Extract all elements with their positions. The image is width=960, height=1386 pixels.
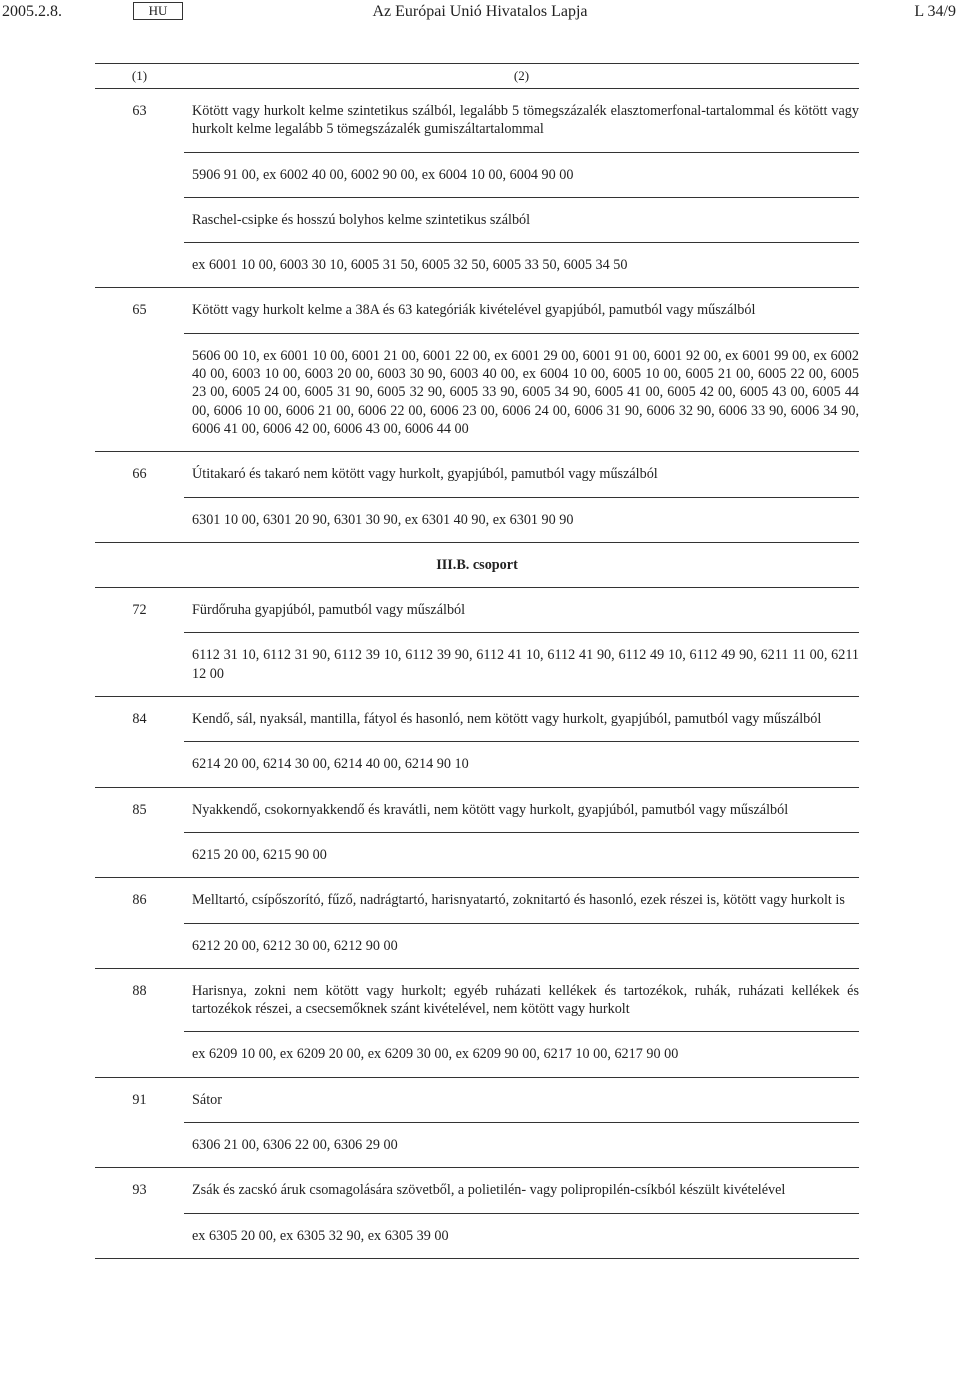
table-row (95, 969, 859, 1078)
category-body (184, 1078, 859, 1168)
product-description: Zsák és zacskó áruk csomagolására szövetből, a polietilén- vagy polipropilén-csíkból készült kivételével (192, 1182, 786, 1199)
category-body (184, 697, 859, 787)
column-header-row (95, 63, 859, 89)
cn-codes: ex 6209 10 00, ex 6209 20 00, ex 6209 30 00, ex 6209 90 00, 6217 10 00, 6217 90 00 (184, 1031, 859, 1076)
category-body (184, 588, 859, 696)
category-number: 91 (132, 1091, 147, 1108)
language-badge: HU (133, 2, 183, 20)
product-description: Harisnya, zokni nem kötött vagy hurkolt; egyéb ruházati kellékek és tartozékok, ruhák, ruházati kellékek és tartozékok részei, a csecsemőknek szánt kivételével, nem kötött vagy hurkolt (192, 982, 859, 1018)
category-body (184, 452, 859, 542)
cn-codes: ex 6001 10 00, 6003 30 10, 6005 31 50, 6005 32 50, 6005 33 50, 6005 34 50 (184, 242, 859, 287)
cn-codes: 6212 20 00, 6212 30 00, 6212 90 00 (184, 923, 859, 968)
category-body (184, 288, 859, 451)
table-row (95, 89, 859, 288)
product-description: Kötött vagy hurkolt kelme szintetikus szálból, legalább 5 tömegszázalék elasztomerfonal-tartalommal és kötött vagy hurkolt kelme legalább 5 tömegszázalék gumiszáltartalommal (192, 103, 859, 138)
category-body (184, 878, 859, 968)
column-header-2: (2) (513, 67, 530, 83)
cn-codes: ex 6305 20 00, ex 6305 32 90, ex 6305 39 00 (184, 1213, 859, 1258)
journal-title: Az Európai Unió Hivatalos Lapja (372, 3, 588, 20)
category-body (184, 969, 859, 1077)
cn-codes: 6214 20 00, 6214 30 00, 6214 40 00, 6214 90 10 (184, 741, 859, 786)
cn-codes: 6301 10 00, 6301 20 90, 6301 30 90, ex 6301 40 90, ex 6301 90 90 (184, 497, 859, 542)
cn-codes: 6112 31 10, 6112 31 90, 6112 39 10, 6112 39 90, 6112 41 10, 6112 41 90, 6112 49 10, 6112 49 90, 6211 11 00, 6211 12 00 (184, 632, 859, 696)
category-number: 72 (132, 602, 147, 619)
page-number: L 34/9 (914, 3, 956, 20)
category-table (95, 63, 859, 1259)
category-body (184, 788, 859, 878)
table-row (95, 788, 859, 879)
table-row (95, 878, 859, 969)
cn-codes: 5606 00 10, ex 6001 10 00, 6001 21 00, 6001 22 00, ex 6001 29 00, 6001 91 00, 6001 92 00, ex 6001 99 00, ex 6002 40 00, 6003 10 00, 6003 20 00, 6003 30 90, 6003 40 00, ex 6004 10 00, 6005 10 00, 6005 21 00, 6005 22 00, 6005 23 00, 6005 24 00, 6005 31 90, 6005 32 90, 6005 33 90, 6005 34 90, 6005 41 00, 6005 42 00, 6005 43 00, 6005 44 00, 6006 10 00, 6006 21 00, 6006 22 00, 6006 23 00, 6006 24 00, 6006 31 90, 6006 32 90, 6006 33 90, 6006 34 90, 6006 41 00, 6006 42 00, 6006 43 00, 6006 44 00 (184, 333, 859, 451)
product-description: Útitakaró és takaró nem kötött vagy hurkolt, gyapjúból, pamutból vagy műszálból (192, 466, 658, 483)
table-row (95, 288, 859, 452)
table-row (95, 452, 859, 543)
category-number: 86 (132, 892, 147, 909)
category-number: 66 (132, 466, 147, 483)
table-row (95, 697, 859, 788)
cn-codes: 6215 20 00, 6215 90 00 (184, 832, 859, 877)
rows-section-b (95, 588, 859, 1259)
category-number: 85 (132, 801, 147, 818)
category-body (184, 89, 859, 287)
column-header-1: (1) (131, 67, 148, 83)
product-description: Fürdőruha gyapjúból, pamutból vagy műszálból (192, 602, 466, 619)
rows-section-a (95, 89, 859, 543)
cn-codes: 6306 21 00, 6306 22 00, 6306 29 00 (184, 1122, 859, 1167)
category-number: 65 (132, 302, 147, 319)
product-description: Kötött vagy hurkolt kelme a 38A és 63 kategóriák kivételével gyapjúból, pamutból vagy műszálból (192, 302, 756, 319)
table-row (95, 1078, 859, 1169)
table-row (95, 1168, 859, 1259)
publication-date: 2005.2.8. (2, 3, 62, 20)
product-description: Raschel-csipke és hosszú bolyhos kelme szintetikus szálból (184, 197, 859, 242)
category-body (184, 1168, 859, 1258)
product-description: Nyakkendő, csokornyakkendő és kravátli, nem kötött vagy hurkolt, gyapjúból, pamutból vagy műszálból (192, 801, 789, 818)
product-description: Kendő, sál, nyaksál, mantilla, fátyol és hasonló, nem kötött vagy hurkolt, gyapjúból, pamutból vagy műszálból (192, 711, 822, 728)
category-number: 63 (132, 103, 147, 119)
cn-codes: 5906 91 00, ex 6002 40 00, 6002 90 00, ex 6004 10 00, 6004 90 00 (184, 152, 859, 197)
page-header (0, 0, 960, 26)
category-number: 84 (132, 711, 147, 728)
product-description: Melltartó, csípőszorító, fűző, nadrágtartó, harisnyatartó, zoknitartó és hasonló, ezek részei is, kötött vagy hurkolt is (192, 892, 845, 909)
group-title: III.B. csoport (95, 543, 859, 588)
table-row (95, 588, 859, 697)
product-description: Sátor (192, 1091, 222, 1108)
category-number: 93 (132, 1182, 147, 1199)
category-number: 88 (132, 982, 147, 999)
